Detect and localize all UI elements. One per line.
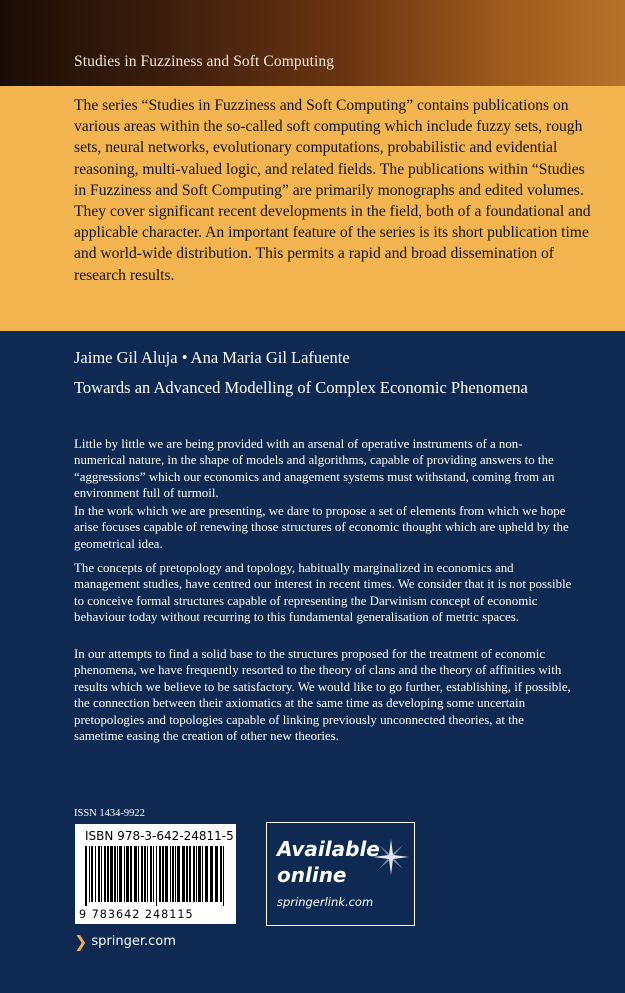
springerlink-url: springerlink.com (277, 895, 374, 909)
barcode-bar (89, 846, 90, 902)
barcode-bar (124, 846, 125, 902)
barcode-bar (193, 846, 195, 902)
series-header-band (0, 0, 625, 86)
blurb-paragraph-3: The concepts of pretopology and topology, habitually marginalized in economics and management studies, have centred our interest in recent times. We consider that it is not possible to conceive formal structures capable of representing the Darwinism concept of economic behaviour today without recurring to this fundamental generalisation of metric spaces. (74, 561, 572, 625)
sparkle-icon (371, 837, 411, 877)
barcode-bar (170, 846, 171, 902)
barcode-bar (141, 846, 143, 902)
barcode-bar (175, 846, 176, 902)
isbn-label: ISBN 978-3-642-24811-5 (85, 829, 234, 843)
barcode-bar (119, 846, 122, 902)
barcode-bar (189, 846, 191, 902)
barcode-bar (91, 846, 93, 902)
barcode-bar (101, 846, 102, 902)
available-online-badge[interactable] (266, 822, 415, 926)
series-title: Studies in Fuzziness and Soft Computing (74, 53, 335, 70)
barcode-bar (159, 846, 161, 902)
barcode-bar (95, 846, 96, 902)
barcode-bar (134, 846, 137, 902)
barcode-bar (205, 846, 208, 902)
barcode-bar (210, 846, 213, 902)
springer-website-label: springer.com (91, 934, 176, 949)
barcode-bar (117, 846, 118, 902)
barcode-bar (220, 846, 222, 902)
blurb-paragraph-1: Little by little we are being provided with an arsenal of operative instruments of a non-numerical nature, in the shape of models and algorithms, capable of providing answers to the “aggressions” which our economics and anagement systems must withstand, coming from an environment full of turmoil. (74, 437, 555, 501)
barcode-bar (198, 846, 201, 902)
barcode-bar (107, 846, 109, 902)
barcode-bar (202, 846, 203, 902)
blurb-paragraph-2: In the work which we are presenting, we dare to propose a set of elements from which we hope arise focuses capable of renewing those structures of economic thought which are upheld by the geometrical idea. (74, 504, 569, 551)
springer-website-link[interactable] (74, 932, 176, 951)
barcode-bar (177, 846, 180, 902)
series-description: The series “Studies in Fuzziness and Soft Computing” contains publications on various areas within the so-called soft computing which include fuzzy sets, rough sets, neural networks, evolutionary computations, probabilistic and evidential reasoning, multi-valued logic, and related fields. The publications within “Studies in Fuzziness and Soft Computing” are primarily monographs and edited volumes. They cover significant recent developments in the field, both of a foundational and applicable character. An important feature of the series is its short publication time and world-wide distribution. This permits a rapid and broad dissemination of research results. (74, 97, 591, 284)
barcode-bar (186, 846, 188, 902)
chevron-right-icon: ❯ (74, 932, 88, 951)
barcode-bar (98, 846, 100, 902)
barcode-bar (215, 846, 218, 902)
barcode-bar (153, 846, 154, 902)
blurb-paragraph-4: In our attempts to find a solid base to the structures proposed for the treatment of economic phenomena, we have frequently resorted to the theory of clans and the theory of affinities with results which we believe to be satisfactory. We would like to go further, establishing, if possible, the connection between their axiomatics at the same time as developing some uncertain pretopologies and topologies capable of linking previously unconnected theories, at the sametime easing the creation of other new theories. (74, 647, 571, 744)
barcode-bars (85, 846, 227, 906)
online-label: online (277, 863, 347, 887)
book-authors: Jaime Gil Aluja • Ana Maria Gil Lafuente (74, 348, 350, 367)
issn-label: ISSN 1434-9922 (74, 808, 145, 819)
barcode-bar (85, 846, 87, 906)
barcode-bar (126, 846, 129, 902)
isbn-barcode (75, 824, 236, 924)
barcode-bar (130, 846, 132, 902)
barcode-bar (144, 846, 146, 902)
barcode-bar (138, 846, 139, 902)
barcode-bar (114, 846, 116, 902)
barcode-bar (150, 846, 152, 902)
barcode-bar (104, 846, 106, 902)
barcode-bar (162, 846, 164, 902)
barcode-digits: 9 783642 248115 (79, 908, 194, 921)
barcode-bar (156, 846, 157, 906)
available-label: Available (277, 837, 380, 861)
barcode-bar (182, 846, 185, 902)
barcode-bar (196, 846, 197, 902)
barcode-bar (147, 846, 148, 902)
barcode-bar (165, 846, 168, 902)
barcode-bar (172, 846, 174, 902)
barcode-bar (110, 846, 113, 902)
barcode-bar (223, 846, 224, 906)
book-title: Towards an Advanced Modelling of Complex Economic Phenomena (74, 378, 528, 397)
